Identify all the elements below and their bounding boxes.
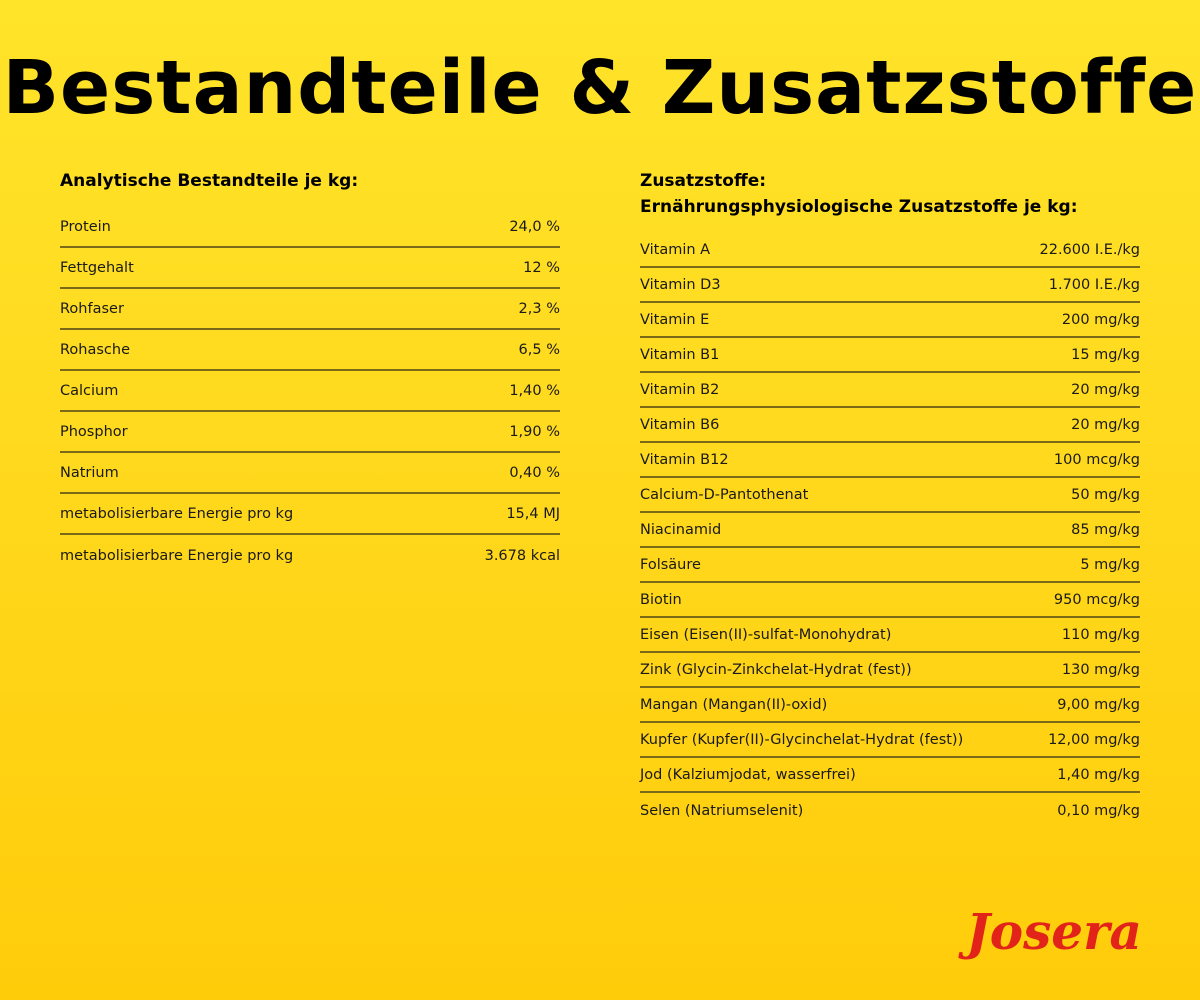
- row-value: 0,40 %: [509, 464, 560, 481]
- additives-heading: [640, 168, 1140, 220]
- row-label: Vitamin B2: [640, 381, 720, 398]
- row-value: 5 mg/kg: [1080, 556, 1140, 573]
- row-label: Mangan (Mangan(II)-oxid): [640, 696, 828, 713]
- row-value: 20 mg/kg: [1071, 416, 1140, 433]
- row-label: Calcium-D-Pantothenat: [640, 486, 809, 503]
- table-row: [60, 453, 560, 494]
- row-label: Jod (Kalziumjodat, wasserfrei): [640, 766, 856, 783]
- row-label: Eisen (Eisen(II)-sulfat-Monohydrat): [640, 626, 892, 643]
- row-label: Vitamin E: [640, 311, 710, 328]
- row-value: 15,4 MJ: [506, 505, 560, 522]
- row-label: Niacinamid: [640, 521, 722, 538]
- page-title: Bestandteile & Zusatzstoffe: [2, 45, 1198, 131]
- additives-heading-line2: Ernährungsphysiologische Zusatzstoffe je kg:: [640, 197, 1078, 217]
- table-row: [640, 408, 1140, 443]
- row-label: Folsäure: [640, 556, 701, 573]
- analytical-constituents-section: [60, 168, 560, 576]
- row-value: 200 mg/kg: [1061, 311, 1140, 328]
- row-value: 12 %: [523, 259, 560, 276]
- row-label: Biotin: [640, 591, 682, 608]
- row-value: 1,90 %: [509, 423, 560, 440]
- row-label: metabolisierbare Energie pro kg: [60, 505, 294, 522]
- row-label: Rohasche: [60, 341, 131, 358]
- row-value: 9,00 mg/kg: [1057, 696, 1140, 713]
- table-row: [60, 494, 560, 535]
- row-value: 110 mg/kg: [1061, 626, 1140, 643]
- row-label: Selen (Natriumselenit): [640, 802, 804, 819]
- table-row: [60, 289, 560, 330]
- row-label: Phosphor: [60, 423, 128, 440]
- table-row: [640, 688, 1140, 723]
- table-row: [640, 268, 1140, 303]
- row-value: 100 mcg/kg: [1053, 451, 1140, 468]
- table-row: [60, 371, 560, 412]
- table-row: [640, 618, 1140, 653]
- table-row: [640, 303, 1140, 338]
- table-row: [60, 207, 560, 248]
- row-value: 20 mg/kg: [1071, 381, 1140, 398]
- row-value: 50 mg/kg: [1071, 486, 1140, 503]
- analytical-constituents-list: [60, 207, 560, 576]
- row-value: 950 mcg/kg: [1053, 591, 1140, 608]
- row-value: 3.678 kcal: [484, 547, 560, 564]
- row-label: Calcium: [60, 382, 119, 399]
- additives-section: [640, 168, 1140, 828]
- row-label: metabolisierbare Energie pro kg: [60, 547, 294, 564]
- row-value: 0,10 mg/kg: [1057, 802, 1140, 819]
- table-row: [60, 535, 560, 576]
- table-row: [60, 330, 560, 371]
- row-value: 1,40 %: [509, 382, 560, 399]
- row-value: 130 mg/kg: [1061, 661, 1140, 678]
- table-row: [640, 443, 1140, 478]
- additives-heading-line1: Zusatzstoffe:: [640, 171, 767, 191]
- row-value: 24,0 %: [509, 218, 560, 235]
- row-value: 15 mg/kg: [1071, 346, 1140, 363]
- row-value: 12,00 mg/kg: [1048, 731, 1140, 748]
- josera-logo: [948, 905, 1160, 965]
- table-row: [640, 233, 1140, 268]
- table-row: [640, 373, 1140, 408]
- table-row: [640, 653, 1140, 688]
- table-row: [640, 548, 1140, 583]
- row-label: Rohfaser: [60, 300, 124, 317]
- row-label: Kupfer (Kupfer(II)-Glycinchelat-Hydrat (fest)): [640, 731, 964, 748]
- row-value: 1.700 I.E./kg: [1048, 276, 1140, 293]
- josera-logo-text: Josera: [966, 905, 1142, 961]
- row-value: 1,40 mg/kg: [1057, 766, 1140, 783]
- row-value: 2,3 %: [518, 300, 560, 317]
- row-label: Vitamin A: [640, 241, 711, 258]
- row-label: Natrium: [60, 464, 119, 481]
- row-label: Vitamin B12: [640, 451, 729, 468]
- table-row: [640, 478, 1140, 513]
- table-row: [640, 758, 1140, 793]
- row-label: Zink (Glycin-Zinkchelat-Hydrat (fest)): [640, 661, 912, 678]
- table-row: [640, 338, 1140, 373]
- table-row: [60, 248, 560, 289]
- table-row: [640, 583, 1140, 618]
- table-row: [640, 513, 1140, 548]
- row-label: Fettgehalt: [60, 259, 134, 276]
- row-label: Vitamin B6: [640, 416, 720, 433]
- row-label: Vitamin D3: [640, 276, 721, 293]
- table-row: [640, 793, 1140, 828]
- row-value: 6,5 %: [518, 341, 560, 358]
- row-value: 22.600 I.E./kg: [1039, 241, 1140, 258]
- additives-list: [640, 233, 1140, 828]
- table-row: [60, 412, 560, 453]
- analytical-constituents-heading: Analytische Bestandteile je kg:: [60, 171, 359, 191]
- row-value: 85 mg/kg: [1071, 521, 1140, 538]
- row-label: Vitamin B1: [640, 346, 720, 363]
- table-row: [640, 723, 1140, 758]
- row-label: Protein: [60, 218, 111, 235]
